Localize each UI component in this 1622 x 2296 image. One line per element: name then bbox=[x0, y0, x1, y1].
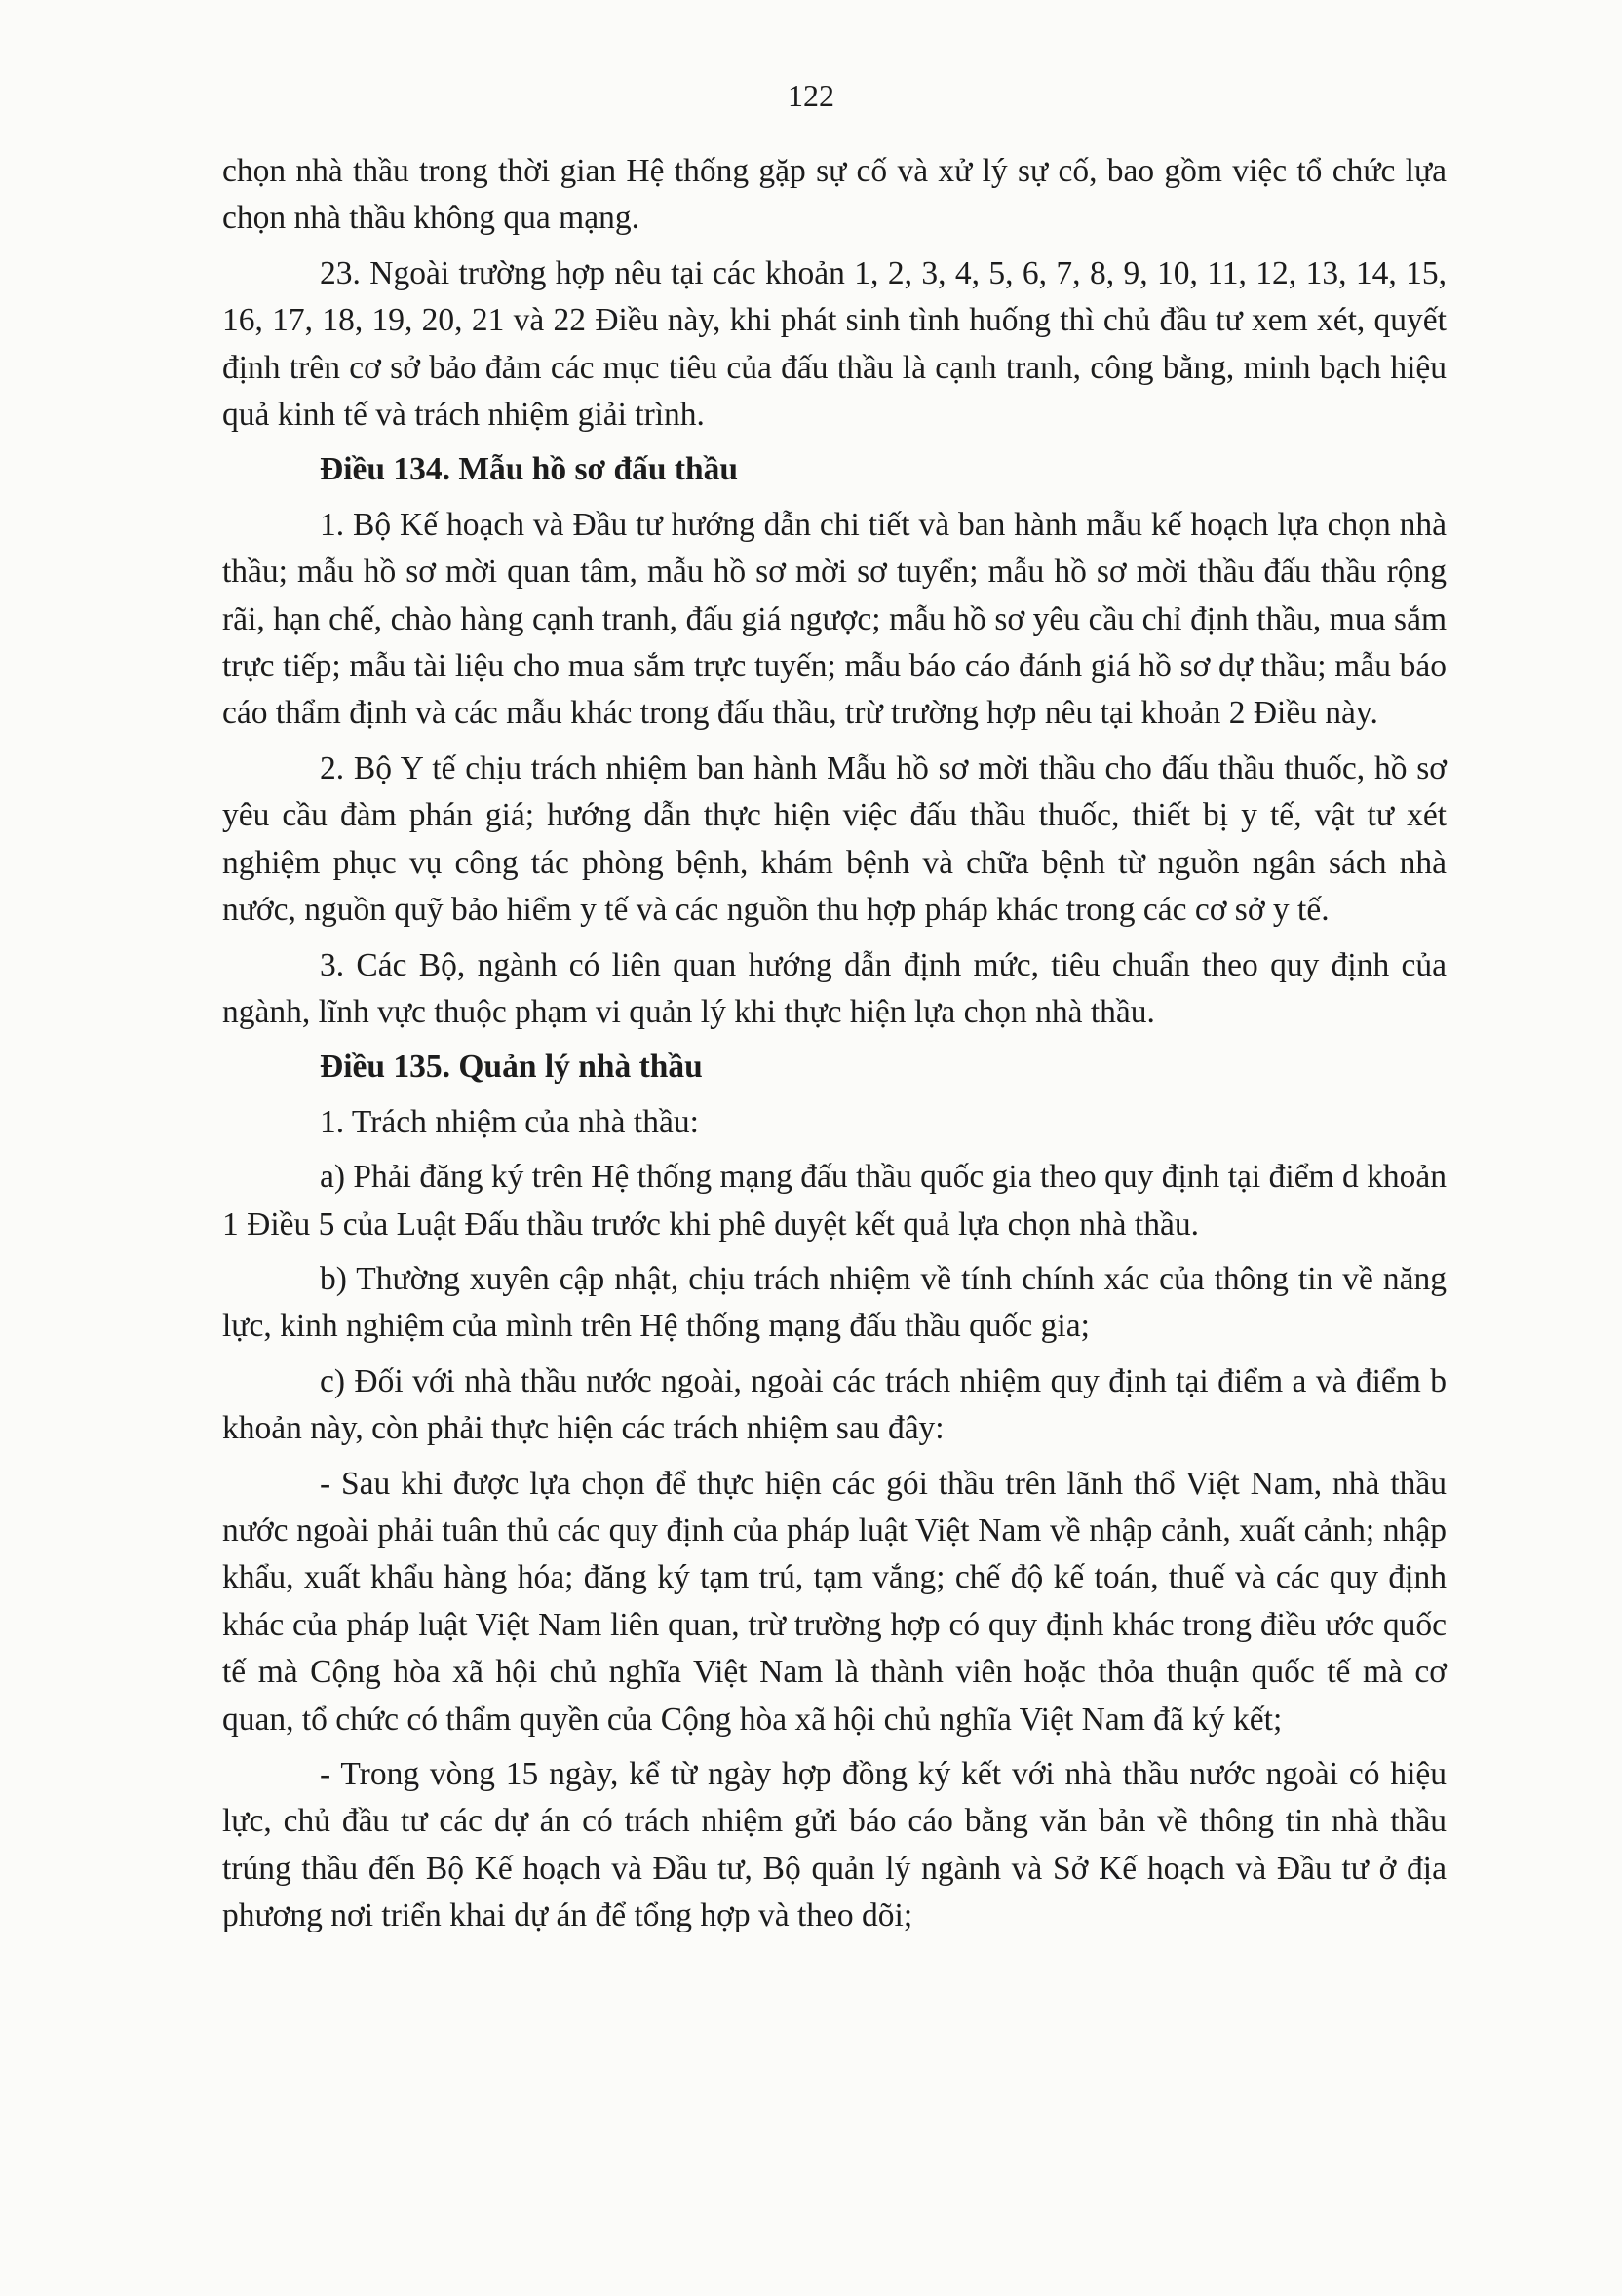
paragraph-135-1c: c) Đối với nhà thầu nước ngoài, ngoài các trách nhiệm quy định tại điểm a và điểm b khoản này, còn phải thực hiện các trách nhiệm sau đây: bbox=[222, 1362, 1447, 1447]
paragraph-134-1: 1. Bộ Kế hoạch và Đầu tư hướng dẫn chi tiết và ban hành mẫu kế hoạch lựa chọn nhà thầu; mẫu hồ sơ mời quan tâm, mẫu hồ sơ mời sơ tuyển; mẫu hồ sơ mời thầu đấu thầu rộng rãi, hạn chế, chào hàng cạnh tranh, đấu giá ngược; mẫu hồ sơ yêu cầu chỉ định thầu, mua sắm trực tiếp; mẫu tài liệu cho mua sắm trực tuyến; mẫu báo cáo đánh giá hồ sơ dự thầu; mẫu báo cáo thẩm định và các mẫu khác trong đấu thầu, trừ trường hợp nêu tại khoản 2 Điều này. bbox=[222, 506, 1447, 732]
paragraph-135-1a: a) Phải đăng ký trên Hệ thống mạng đấu thầu quốc gia theo quy định tại điểm d khoản 1 Điều 5 của Luật Đấu thầu trước khi phê duyệt kết quả lựa chọn nhà thầu. bbox=[222, 1159, 1447, 1243]
article-134-heading: Điều 134. Mẫu hồ sơ đấu thầu bbox=[320, 451, 739, 488]
article-135-heading: Điều 135. Quản lý nhà thầu bbox=[320, 1049, 703, 1086]
paragraph-continuation: chọn nhà thầu trong thời gian Hệ thống gặp sự cố và xử lý sự cố, bao gồm việc tổ chức lựa chọn nhà thầu không qua mạng. bbox=[222, 153, 1447, 237]
document-body bbox=[222, 148, 1447, 1948]
paragraph-135-1b: b) Thường xuyên cập nhật, chịu trách nhiệm về tính chính xác của thông tin về năng lực, kinh nghiệm của mình trên Hệ thống mạng đấu thầu quốc gia; bbox=[222, 1260, 1447, 1345]
page-number: 122 bbox=[788, 78, 834, 113]
paragraph-134-2: 2. Bộ Y tế chịu trách nhiệm ban hành Mẫu hồ sơ mời thầu cho đấu thầu thuốc, hồ sơ yêu cầu đàm phán giá; hướng dẫn thực hiện việc đấu thầu thuốc, thiết bị y tế, vật tư xét nghiệm phục vụ công tác phòng bệnh, khám bệnh và chữa bệnh từ nguồn ngân sách nhà nước, nguồn quỹ bảo hiểm y tế và các nguồn thu hợp pháp khác trong các cơ sở y tế. bbox=[222, 749, 1447, 929]
paragraph-135-1c-dash-1: - Sau khi được lựa chọn để thực hiện các gói thầu trên lãnh thổ Việt Nam, nhà thầu nước ngoài phải tuân thủ các quy định của pháp luật Việt Nam về nhập cảnh, xuất cảnh; nhập khẩu, xuất khẩu hàng hóa; đăng ký tạm trú, tạm vắng; chế độ kế toán, thuế và các quy định khác của pháp luật Việt Nam liên quan, trừ trường hợp có quy định khác trong điều ước quốc tế mà Cộng hòa xã hội chủ nghĩa Việt Nam là thành viên hoặc thỏa thuận quốc tế mà cơ quan, tổ chức có thẩm quyền của Cộng hòa xã hội chủ nghĩa Việt Nam đã ký kết; bbox=[222, 1465, 1447, 1738]
paragraph-135-1: 1. Trách nhiệm của nhà thầu: bbox=[320, 1103, 699, 1140]
paragraph-clause-23: 23. Ngoài trường hợp nêu tại các khoản 1, 2, 3, 4, 5, 6, 7, 8, 9, 10, 11, 12, 13, 14, 15, 16, 17, 18, 19, 20, 21 và 22 Điều này, khi phát sinh tình huống thì chủ đầu tư xem xét, quyết định trên cơ sở bảo đảm các mục tiêu của đấu thầu là cạnh tranh, công bằng, minh bạch hiệu quả kinh tế và trách nhiệm giải trình. bbox=[222, 254, 1447, 434]
paragraph-134-3: 3. Các Bộ, ngành có liên quan hướng dẫn định mức, tiêu chuẩn theo quy định của ngành, lĩnh vực thuộc phạm vi quản lý khi thực hiện lựa chọn nhà thầu. bbox=[222, 946, 1447, 1030]
paragraph-135-1c-dash-2: - Trong vòng 15 ngày, kể từ ngày hợp đồng ký kết với nhà thầu nước ngoài có hiệu lực, chủ đầu tư các dự án có trách nhiệm gửi báo cáo bằng văn bản về thông tin nhà thầu trúng thầu đến Bộ Kế hoạch và Đầu tư, Bộ quản lý ngành và Sở Kế hoạch và Đầu tư ở địa phương nơi triển khai dự án để tổng hợp và theo dõi; bbox=[222, 1756, 1447, 1934]
